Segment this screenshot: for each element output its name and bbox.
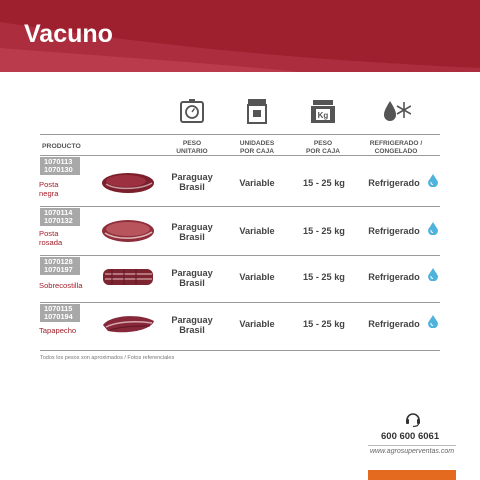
storage-value: Refrigerado	[368, 178, 420, 188]
units-per-box-value: Variable	[239, 226, 275, 236]
product-codes: 1070115 1070194	[40, 304, 80, 322]
origin: Paraguay Brasil	[171, 222, 213, 242]
kg-label: Kg	[317, 111, 329, 120]
accent-bar	[368, 470, 456, 480]
product-codes: 1070114 1070132	[40, 208, 80, 226]
scale-icon	[178, 98, 206, 124]
product-codes: 1070113 1070130	[40, 157, 80, 175]
drop-icon	[428, 268, 438, 281]
product-name: Posta negra	[39, 180, 59, 198]
drop-icon	[428, 222, 438, 235]
product-photo	[100, 216, 156, 244]
divider	[40, 206, 440, 207]
storage-value: Refrigerado	[368, 226, 420, 236]
drop-icon	[428, 174, 438, 187]
divider	[40, 350, 440, 351]
product-photo	[100, 168, 156, 196]
drop-snowflake-icon	[381, 98, 411, 124]
header-storage: REFRIGERADO / CONGELADO	[369, 140, 423, 155]
product-name: Sobrecostilla	[39, 281, 83, 290]
origin: Paraguay Brasil	[171, 172, 213, 192]
header-product: PRODUCTO	[42, 143, 81, 150]
origin: Paraguay Brasil	[171, 268, 213, 288]
units-per-box-value: Variable	[239, 178, 275, 188]
units-per-box-value: Variable	[239, 319, 275, 329]
page-title: Vacuno	[24, 20, 113, 48]
product-codes: 1070128 1070197	[40, 257, 80, 275]
headset-icon	[404, 410, 422, 428]
divider	[368, 445, 456, 446]
product-photo	[100, 262, 156, 290]
header-units-per-box: UNIDADES POR CAJA	[239, 140, 275, 155]
divider	[40, 302, 440, 303]
product-name: Posta rosada	[39, 229, 63, 247]
divider	[40, 155, 440, 156]
box-icon	[243, 98, 271, 124]
weight-per-box-value: 15 - 25 kg	[303, 178, 345, 188]
product-photo	[100, 309, 156, 337]
origin: Paraguay Brasil	[171, 315, 213, 335]
weight-per-box-value: 15 - 25 kg	[303, 319, 345, 329]
header-weight-per-box: PESO POR CAJA	[305, 140, 341, 155]
storage-value: Refrigerado	[368, 272, 420, 282]
weight-per-box-value: 15 - 25 kg	[303, 272, 345, 282]
website-link[interactable]: www.agrosuperventas.com	[370, 448, 455, 455]
divider	[40, 255, 440, 256]
divider	[40, 134, 440, 135]
weight-per-box-value: 15 - 25 kg	[303, 226, 345, 236]
storage-value: Refrigerado	[368, 319, 420, 329]
phone-number[interactable]: 600 600 6061	[381, 431, 440, 442]
footnote: Todos los pesos son aproximados / Fotos referenciales	[40, 355, 175, 361]
units-per-box-value: Variable	[239, 272, 275, 282]
header-banner	[0, 0, 480, 72]
drop-icon	[428, 315, 438, 328]
header-unit-weight: PESO UNITARIO	[176, 140, 208, 155]
kg-weight-icon	[309, 98, 337, 124]
product-name: Tapapecho	[39, 326, 77, 335]
